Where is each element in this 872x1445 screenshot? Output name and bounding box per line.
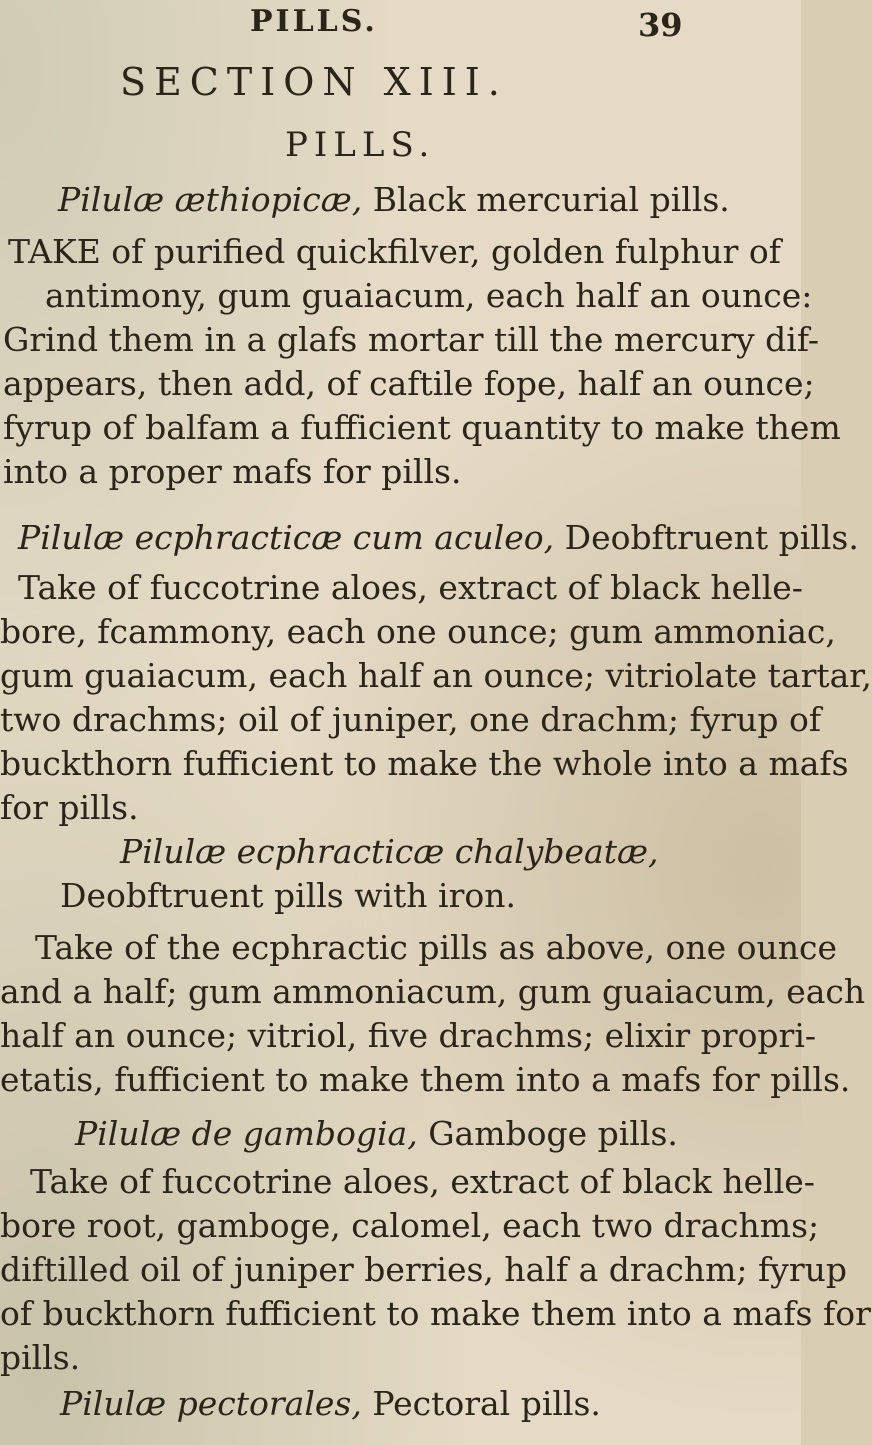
recipe-line: Grind them in a glafs mortar till the mercury dif- [3, 320, 820, 359]
chapter-title: PILLS. [285, 125, 436, 165]
recipe-heading-english: Black mercurial pills. [362, 180, 730, 219]
recipe-heading [18, 518, 859, 557]
recipe-line: half an ounce; vitriol, five drachms; elixir propri- [0, 1016, 817, 1055]
recipe-heading-latin-text: Pilulæ ecphracticæ chalybeatæ, [120, 832, 659, 871]
recipe-line: pills. [0, 1338, 81, 1377]
recipe-heading-english: Deobftruent pills. [554, 518, 859, 557]
recipe-heading-latin [120, 832, 658, 871]
recipe-heading-english: Pectoral pills. [361, 1384, 601, 1423]
recipe-line: into a proper mafs for pills. [3, 452, 462, 491]
recipe-line: and a half; gum ammoniacum, gum guaiacum, each [0, 972, 866, 1011]
recipe-heading-english: Deobftruent pills with iron. [60, 876, 516, 915]
recipe-line: for pills. [0, 788, 139, 827]
recipe-line: buckthorn fufficient to make the whole into a mafs [0, 744, 849, 783]
recipe-line: Take of fuccotrine aloes, extract of black helle- [18, 568, 803, 607]
recipe-heading-latin: Pilulæ æthiopicæ, [58, 180, 363, 219]
recipe-line: etatis, fufficient to make them into a mafs for pills. [0, 1060, 851, 1099]
recipe-heading-latin: Pilulæ pectorales, [60, 1384, 362, 1423]
recipe-line: appears, then add, of caftile fope, half an ounce; [3, 364, 815, 403]
running-head: PILLS. [250, 4, 378, 39]
recipe-line: TAKE of purified quickfilver, golden fulphur of [8, 232, 781, 271]
recipe-line: fyrup of balfam a fufficient quantity to make them [3, 408, 841, 447]
recipe-heading [75, 1114, 678, 1153]
recipe-line: gum guaiacum, each half an ounce; vitriolate tartar, [0, 656, 872, 695]
section-title: SECTION XIII. [120, 60, 508, 104]
recipe-heading [60, 1384, 601, 1423]
recipe-line: Take of fuccotrine aloes, extract of black helle- [30, 1162, 815, 1201]
recipe-heading [58, 180, 730, 219]
recipe-line: antimony, gum guaiacum, each half an ounce: [45, 276, 813, 315]
recipe-line: bore root, gamboge, calomel, each two drachms; [0, 1206, 820, 1245]
recipe-line: bore, fcammony, each one ounce; gum ammoniac, [0, 612, 836, 651]
recipe-heading-english: Gamboge pills. [417, 1114, 678, 1153]
page-number: 39 [638, 6, 683, 44]
recipe-line: of buckthorn fufficient to make them into a mafs for [0, 1294, 871, 1333]
recipe-line: diftilled oil of juniper berries, half a drachm; fyrup [0, 1250, 847, 1289]
recipe-line: two drachms; oil of juniper, one drachm; fyrup of [0, 700, 822, 739]
recipe-heading-latin: Pilulæ de gambogia, [75, 1114, 418, 1153]
recipe-heading-latin: Pilulæ ecphracticæ cum aculeo, [18, 518, 555, 557]
recipe-line: Take of the ecphractic pills as above, one ounce [35, 928, 838, 967]
